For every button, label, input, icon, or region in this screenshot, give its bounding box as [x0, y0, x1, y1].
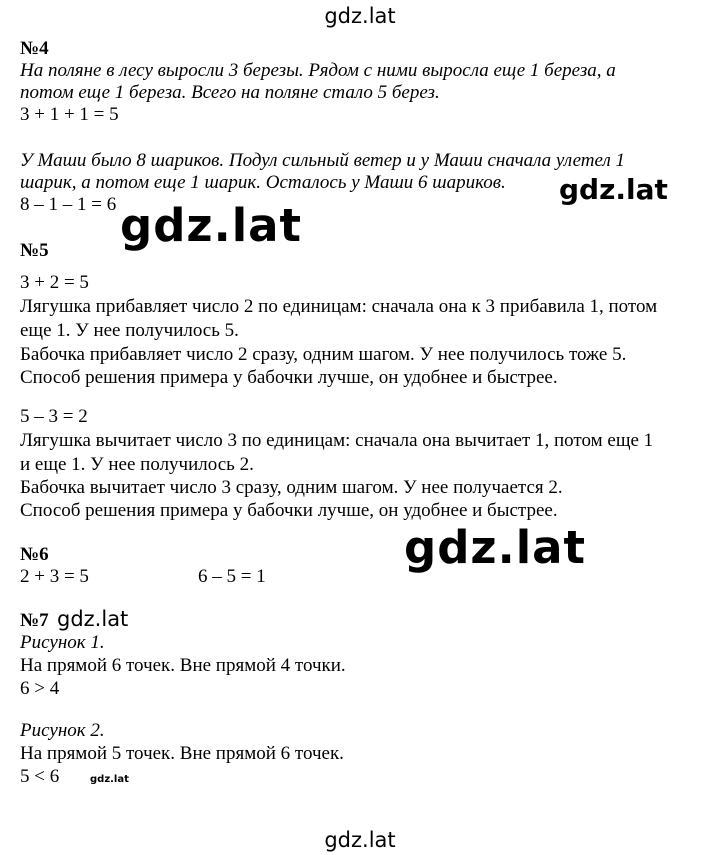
- task5-p2-line2: и еще 1. У нее получилось 2.: [20, 454, 254, 475]
- task5-p2-line3: Бабочка вычитает число 3 сразу, одним шагом. У нее получается 2.: [20, 477, 563, 498]
- task4-equation2: 8 – 1 – 1 = 6: [20, 194, 117, 215]
- task5-p2-line4: Способ решения примера у бабочки лучше, он удобнее и быстрее.: [20, 500, 558, 521]
- task4-heading: №4: [20, 38, 49, 59]
- watermark-top: gdz.lat: [324, 4, 396, 28]
- task6-heading: №6: [20, 544, 49, 565]
- task7-figure1-comparison: 6 > 4: [20, 678, 60, 699]
- task7-figure2-caption: Рисунок 2.: [20, 720, 105, 741]
- task7-figure2-text: На прямой 5 точек. Вне прямой 6 точек.: [20, 743, 344, 764]
- watermark-bottom: gdz.lat: [324, 828, 396, 852]
- task7-heading: №7: [20, 610, 49, 631]
- task5-equation2: 5 – 3 = 2: [20, 406, 88, 427]
- task7-figure2-comparison: 5 < 6: [20, 766, 60, 787]
- task5-heading: №5: [20, 240, 49, 261]
- task4-text2-line2: шарик, а потом еще 1 шарик. Осталось у Маши 6 шариков.: [20, 172, 506, 193]
- task5-p1-line4: Способ решения примера у бабочки лучше, он удобнее и быстрее.: [20, 367, 558, 388]
- task5-p2-line1: Лягушка вычитает число 3 по единицам: сначала она вычитает 1, потом еще 1: [20, 430, 654, 451]
- task4-text-line1: На поляне в лесу выросли 3 березы. Рядом с ними выросла еще 1 береза, а: [20, 60, 616, 81]
- task5-p1-line2: еще 1. У нее получилось 5.: [20, 320, 239, 341]
- task4-text2-line1: У Маши было 8 шариков. Подул сильный ветер и у Маши сначала улетел 1: [20, 150, 626, 171]
- task4-text-line2: потом еще 1 береза. Всего на поляне стало 5 берез.: [20, 82, 440, 103]
- task6-equation2: 6 – 5 = 1: [198, 566, 266, 587]
- task7-figure1-text: На прямой 6 точек. Вне прямой 4 точки.: [20, 655, 346, 676]
- task5-p1-line1: Лягушка прибавляет число 2 по единицам: сначала она к 3 прибавила 1, потом: [20, 296, 658, 317]
- watermark-big-2: gdz.lat: [404, 521, 587, 574]
- watermark-small: gdz.lat: [90, 774, 129, 785]
- task7-figure1-caption: Рисунок 1.: [20, 632, 105, 653]
- task6-equation1: 2 + 3 = 5: [20, 566, 89, 587]
- watermark-mid: gdz.lat: [555, 173, 672, 206]
- watermark-big-1: gdz.lat: [120, 199, 303, 252]
- task5-p1-line3: Бабочка прибавляет число 2 сразу, одним шагом. У нее получилось тоже 5.: [20, 344, 627, 365]
- task5-equation1: 3 + 2 = 5: [20, 272, 89, 293]
- task4-equation1: 3 + 1 + 1 = 5: [20, 104, 119, 125]
- watermark-inline: gdz.lat: [57, 607, 129, 631]
